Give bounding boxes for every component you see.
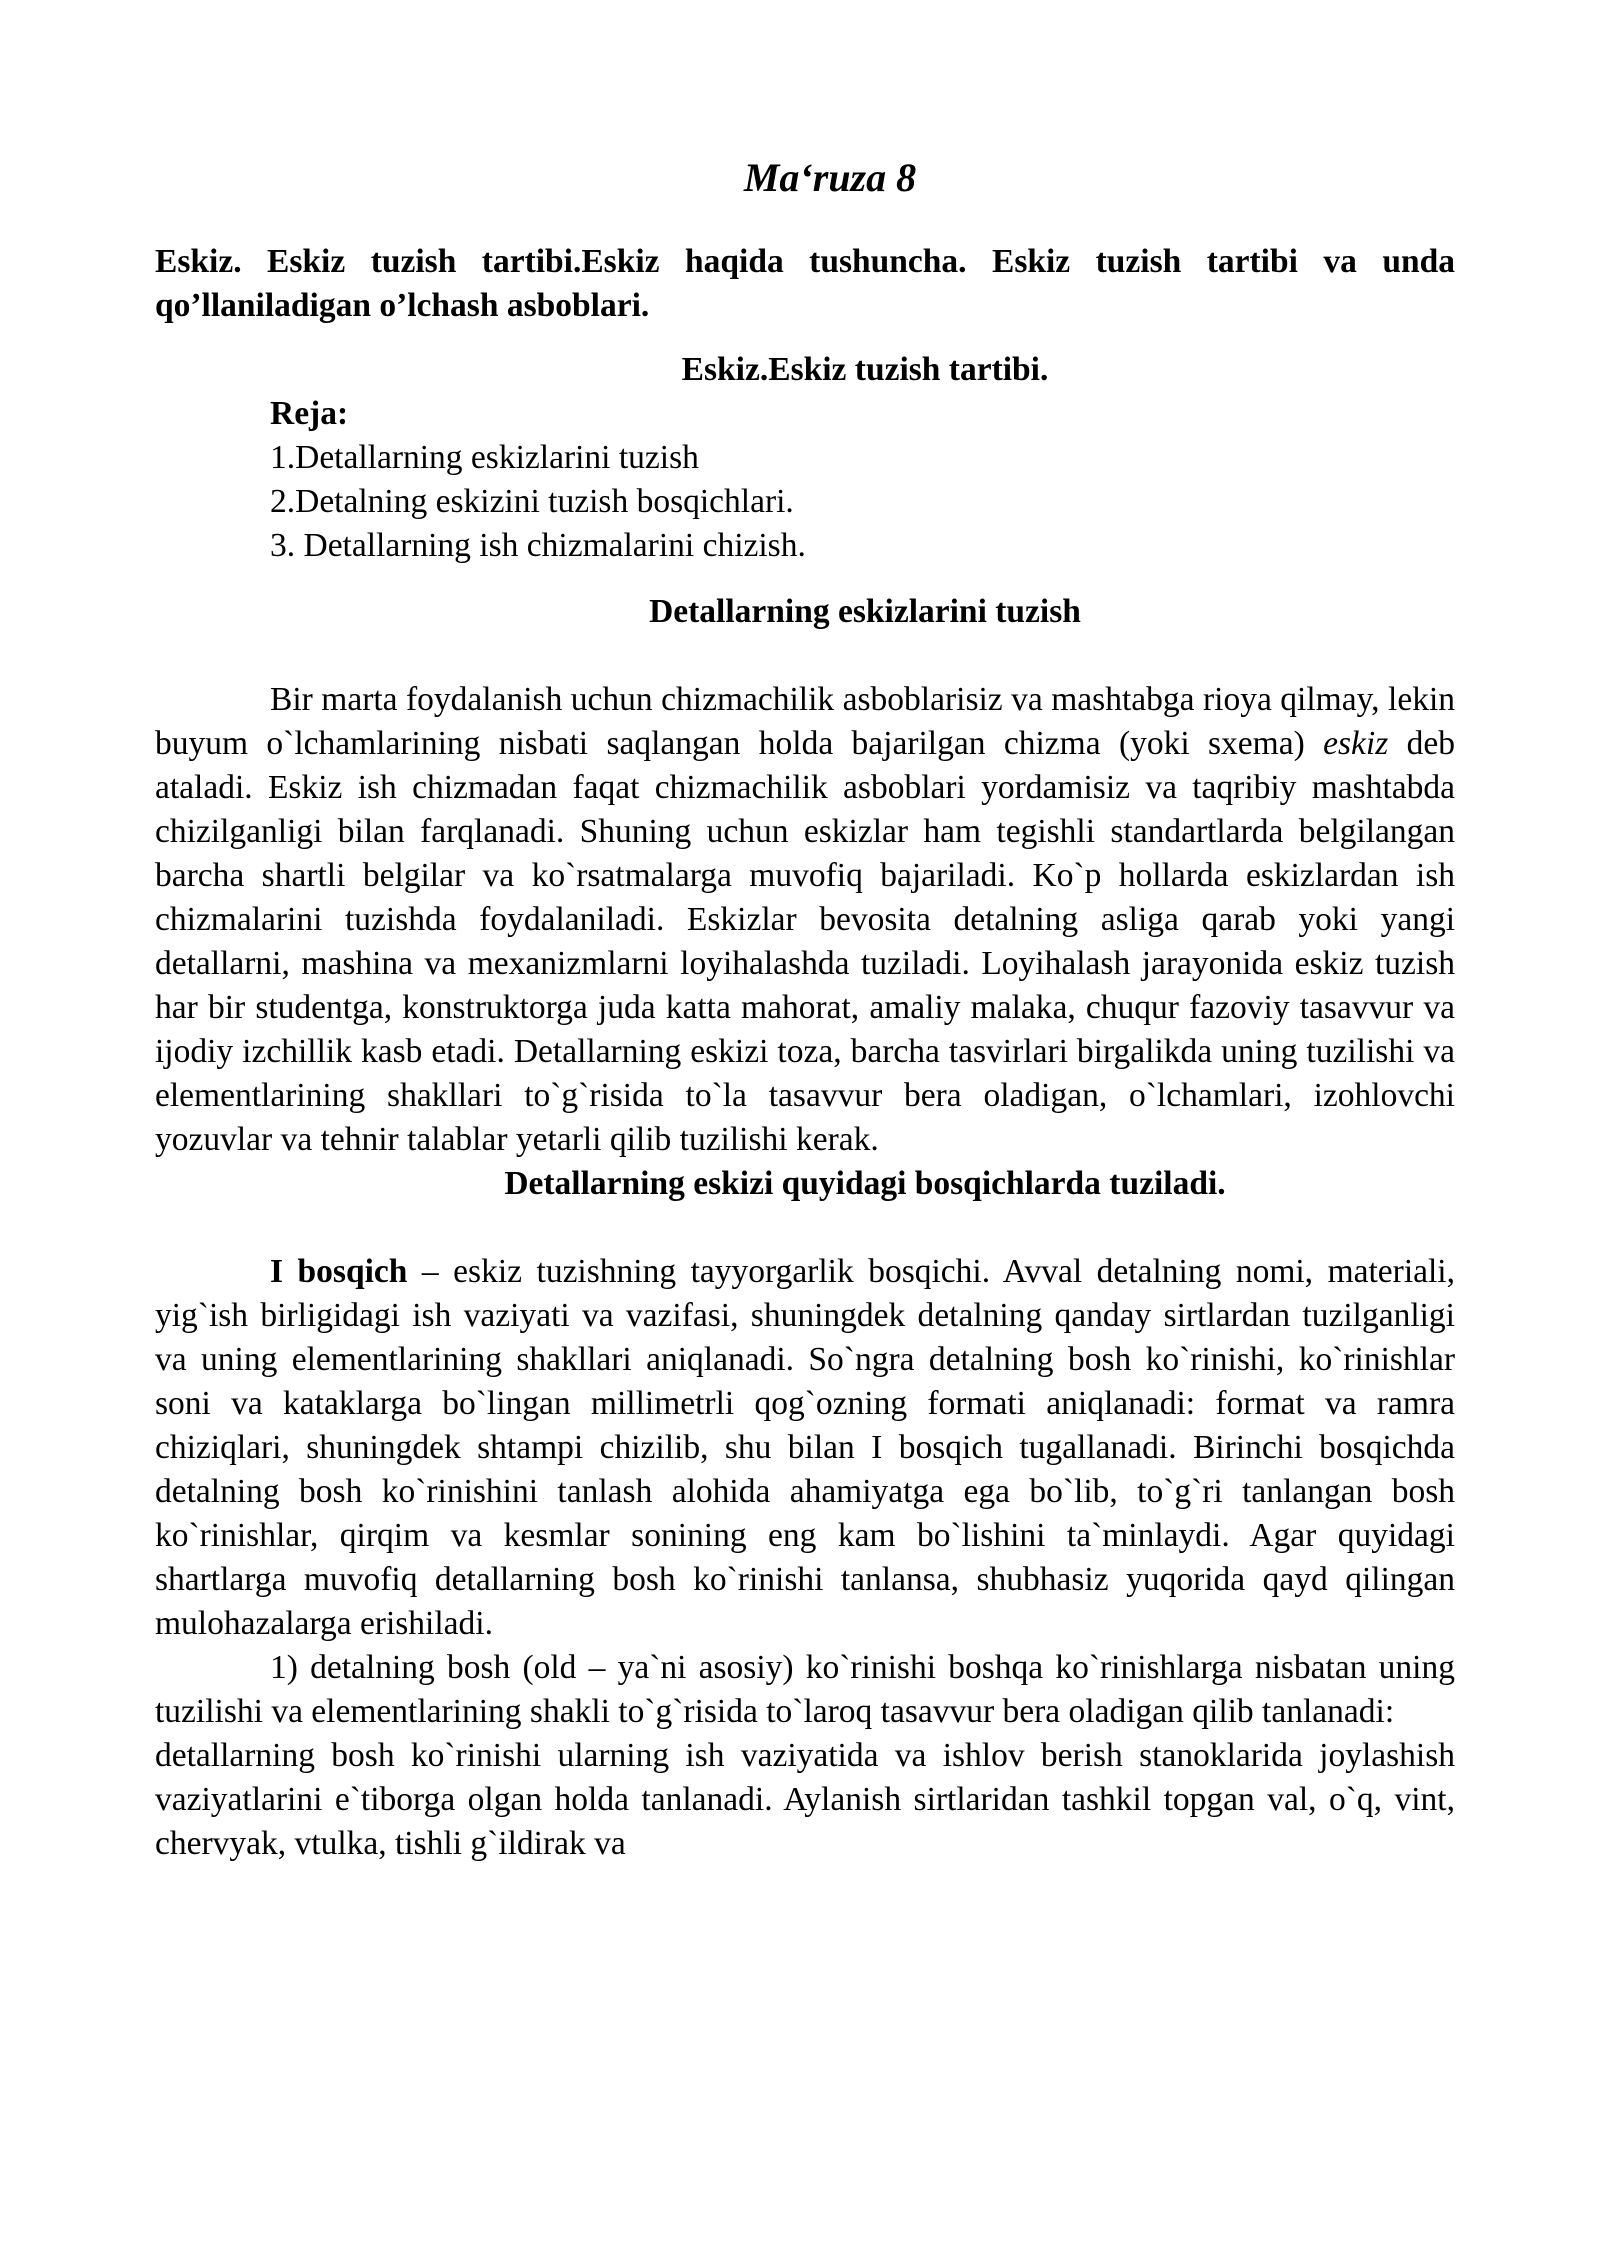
section-heading: Detallarning eskizi quyidagi bosqichlarda tuziladi.	[504, 1165, 1226, 1202]
plan-heading: Reja:	[270, 395, 349, 432]
plan-item: 3. Detallarning ish chizmalarini chizish.	[270, 527, 806, 564]
paragraph: detallarning bosh ko`rinishi ularning ish vaziyatida va ishlov berish stanoklarida joylashish vaziyatlarini e`tiborga olgan holda tanlanadi. Aylanish sirtlaridan tashkil topgan val, o`q, vint, chervyak, vtulka, tishli g`ildirak va	[155, 1737, 1455, 1862]
plan-item: 1.Detallarning eskizlarini tuzish	[270, 439, 699, 476]
plan-block	[155, 392, 1455, 568]
italic-term: eskiz	[1323, 725, 1389, 762]
lecture-title: Ma‘ruza 8	[743, 155, 917, 200]
paragraph	[155, 1250, 1455, 1646]
list-item: 1) detalning bosh (old – ya`ni asosiy) ko`rinishi boshqa ko`rinishlarga nisbatan uning tuzilishi va elementlarining shakli to`g`risida to`laroq tasavvur bera oladigan qilib tanlanadi:	[155, 1649, 1455, 1730]
paragraph-text: – eskiz tuzishning tayyorgarlik bosqichi. Avval detalning nomi, materiali, yig`ish birligidagi ish vaziyati va vazifasi, shuningdek detalning qanday sirtlardan tuzilganligi va uning elementlarining shakllari aniqlanadi. So`ngra detalning bosh ko`rinishi, ko`rinishlar soni va kataklarga bo`lingan millimetrli qog`ozning formati aniqlanadi: format va ramra chiziqlari, shuningdek shtampi chizilib, shu bilan I bosqich tugallanadi. Birinchi bosqichda detalning bosh ko`rinishini tanlash alohida ahamiyatga ega bo`lib, to`g`ri tanlangan bosh ko`rinishlar, qirqim va kesmlar sonining eng kam bo`lishini ta`minlaydi. Agar quyidagi shartlarga muvofiq detallarning bosh ko`rinishi tanlansa, shubhasiz yuqorida qayd qilingan mulohazalarga erishiladi.	[155, 1253, 1455, 1642]
paragraph-text: deb ataladi. Eskiz ish chizmadan faqat chizmachilik asboblari yordamisiz va taqribiy mashtabda chizilganligi bilan farqlanadi. Shuning uchun eskizlar ham tegishli standartlarda belgilangan barcha shartli belgilar va ko`rsatmalarga muvofiq bajariladi. Ko`p hollarda eskizlardan ish chizmalarini tuzishda foydalaniladi. Eskizlar bevosita detalning asliga qarab yoki yangi detallarni, mashina va mexanizmlarni loyihalashda tuziladi. Loyihalash jarayonida eskiz tuzish har bir studentga, konstruktorga juda katta mahorat, amaliy malaka, chuqur fazoviy tasavvur va ijodiy izchillik kasb etadi. Detallarning eskizi toza, barcha tasvirlari birgalikda uning tuzilishi va elementlarining shakllari to`g`risida to`la tasavvur bera oladigan, o`lchamlari, izohlovchi yozuvlar va tehnir talablar yetarli qilib tuzilishi kerak.	[155, 725, 1456, 1158]
lecture-subtitle: Eskiz.Eskiz tuzish tartibi.	[681, 351, 1049, 388]
document-page	[155, 150, 1455, 1866]
stage-label: I bosqich	[270, 1253, 408, 1290]
lecture-topic: Eskiz. Eskiz tuzish tartibi.Eskiz haqida tushuncha. Eskiz tuzish tartibi va unda qo’llaniladigan o’lchash asboblari.	[155, 243, 1455, 324]
paragraph	[155, 678, 1455, 1162]
section-heading: Detallarning eskizlarini tuzish	[649, 593, 1081, 630]
plan-item: 2.Detalning eskizini tuzish bosqichlari.	[270, 483, 794, 520]
paragraph-text: Bir marta foydalanish uchun chizmachilik asboblarisiz va mashtabga rioya qilmay, lekin buyum o`lchamlarining nisbati saqlangan holda bajarilgan chizma (yoki sxema)	[155, 681, 1455, 762]
